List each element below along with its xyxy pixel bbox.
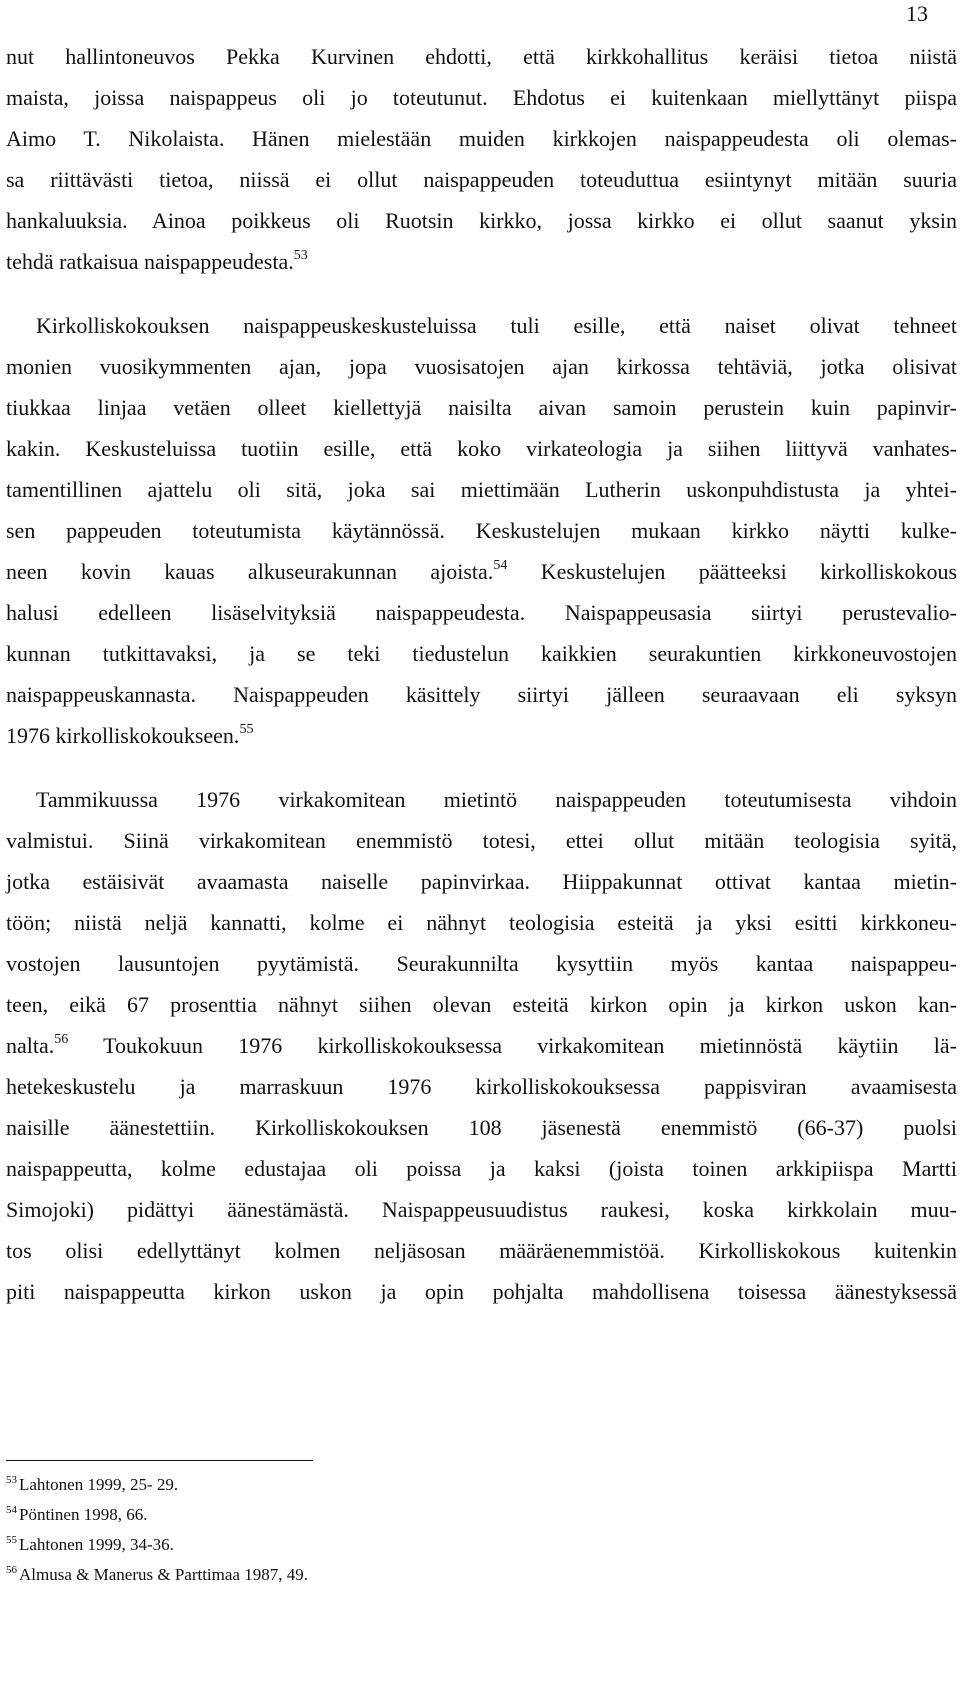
footnote-text: Lahtonen 1999, 34-36. bbox=[19, 1535, 174, 1554]
footnote-text: Lahtonen 1999, 25- 29. bbox=[19, 1475, 179, 1494]
text-segment: nalta. bbox=[6, 1033, 55, 1058]
text-line: piti naispappeutta kirkon uskon ja opin pohjalta mahdollisena toisessa äänestyksessä bbox=[6, 1279, 957, 1304]
text-line: Aimo T. Nikolaista. Hänen mielestään muiden kirkkojen naispappeudesta oli olemas- bbox=[6, 126, 957, 151]
text-line: valmistui. Siinä virkakomitean enemmistö totesi, ettei ollut mitään teologisia syitä, bbox=[6, 828, 957, 853]
footnote-ref-53[interactable]: 53 bbox=[293, 248, 308, 263]
footnote-ref-56[interactable]: 56 bbox=[54, 1032, 69, 1047]
text-line: hankaluuksia. Ainoa poikkeus oli Ruotsin kirkko, jossa kirkko ei ollut saanut yksin bbox=[6, 208, 957, 233]
text-segment: neen kovin kauas alkuseurakunnan ajoista. bbox=[6, 559, 494, 584]
text-line: nut hallintoneuvos Pekka Kurvinen ehdotti, että kirkkohallitus keräisi tietoa niistä bbox=[6, 44, 957, 69]
footnote-divider bbox=[6, 1460, 313, 1461]
footnote-ref-54[interactable]: 54 bbox=[493, 558, 508, 573]
text-line: jotka estäisivät avaamasta naiselle papinvirkaa. Hiippakunnat ottivat kantaa mietin- bbox=[6, 869, 957, 894]
footnote-number: 54 bbox=[6, 1504, 17, 1516]
footnote-54 bbox=[6, 1504, 147, 1528]
text-line: kunnan tutkittavaksi, ja se teki tiedustelun kaikkien seurakuntien kirkkoneuvostojen bbox=[6, 641, 957, 666]
text-line: kakin. Keskusteluissa tuotiin esille, että koko virkateologia ja siihen liittyvä vanhates- bbox=[6, 436, 957, 461]
text-line: töön; niistä neljä kannatti, kolme ei nähnyt teologisia esteitä ja yksi esitti kirkkoneu- bbox=[6, 910, 957, 935]
text-line: tiukkaa linjaa vetäen olleet kiellettyjä naisilta aivan samoin perustein kuin papinvir- bbox=[6, 395, 957, 420]
footnote-number: 53 bbox=[6, 1474, 17, 1486]
text-line bbox=[6, 721, 957, 755]
text-line: sen pappeuden toteutumista käytännössä. Keskustelujen mukaan kirkko näytti kulke- bbox=[6, 518, 957, 543]
text-line: Simojoki) pidättyi äänestämästä. Naispappeusuudistus raukesi, koska kirkkolain muu- bbox=[6, 1197, 957, 1222]
text-line: naispappeuskannasta. Naispappeuden käsittely siirtyi jälleen seuraavaan eli syksyn bbox=[6, 682, 957, 707]
footnote-55 bbox=[6, 1534, 174, 1558]
text-line: tamentillinen ajattelu oli sitä, joka sai miettimään Lutherin uskonpuhdistusta ja yhtei- bbox=[6, 477, 957, 502]
text-line: naisille äänestettiin. Kirkolliskokouksen 108 jäsenestä enemmistö (66-37) puolsi bbox=[6, 1115, 957, 1140]
text-line bbox=[6, 247, 957, 281]
text-line: naispappeutta, kolme edustajaa oli poissa ja kaksi (joista toinen arkkipiispa Martti bbox=[6, 1156, 957, 1181]
page-number: 13 bbox=[906, 1, 928, 26]
footnote-53 bbox=[6, 1474, 178, 1498]
footnote-ref-55[interactable]: 55 bbox=[239, 722, 254, 737]
text-segment: 1976 kirkolliskokoukseen. bbox=[6, 723, 240, 748]
text-line: teen, eikä 67 prosenttia nähnyt siihen olevan esteitä kirkon opin ja kirkon uskon kan- bbox=[6, 992, 957, 1017]
text-line: hetekeskustelu ja marraskuun 1976 kirkolliskokouksessa pappisviran avaamisesta bbox=[6, 1074, 957, 1099]
text-line: tos olisi edellyttänyt kolmen neljäsosan määräenemmistöä. Kirkolliskokous kuitenkin bbox=[6, 1238, 957, 1263]
text-line: Tammikuussa 1976 virkakomitean mietintö naispappeuden toteutumisesta vihdoin bbox=[36, 787, 957, 812]
footnote-56 bbox=[6, 1564, 308, 1588]
text-line: vostojen lausuntojen pyytämistä. Seurakunnilta kysyttiin myös kantaa naispappeu- bbox=[6, 951, 957, 976]
footnote-text: Almusa & Manerus & Parttimaa 1987, 49. bbox=[19, 1565, 308, 1584]
footnote-number: 55 bbox=[6, 1534, 17, 1546]
text-line: Kirkolliskokouksen naispappeuskeskusteluissa tuli esille, että naiset olivat tehneet bbox=[36, 313, 957, 338]
footnote-number: 56 bbox=[6, 1564, 17, 1576]
text-line: maista, joissa naispappeus oli jo toteutunut. Ehdotus ei kuitenkaan miellyttänyt piispa bbox=[6, 85, 957, 110]
text-segment: tehdä ratkaisua naispappeudesta. bbox=[6, 249, 294, 274]
footnote-text: Pöntinen 1998, 66. bbox=[19, 1505, 148, 1524]
text-line: halusi edelleen lisäselvityksiä naispappeudesta. Naispappeusasia siirtyi perustevalio- bbox=[6, 600, 957, 625]
text-line: sa riittävästi tietoa, niissä ei ollut naispappeuden toteuduttua esiintynyt mitään suuria bbox=[6, 167, 957, 192]
text-line bbox=[6, 1031, 957, 1065]
text-line bbox=[6, 557, 957, 591]
text-segment: Toukokuun 1976 kirkolliskokouksessa virkakomitean mietinnöstä käytiin lä- bbox=[68, 1033, 957, 1058]
text-segment: Keskustelujen päätteeksi kirkolliskokous bbox=[507, 559, 958, 584]
text-line: monien vuosikymmenten ajan, jopa vuosisatojen ajan kirkossa tehtäviä, jotka olisivat bbox=[6, 354, 957, 379]
